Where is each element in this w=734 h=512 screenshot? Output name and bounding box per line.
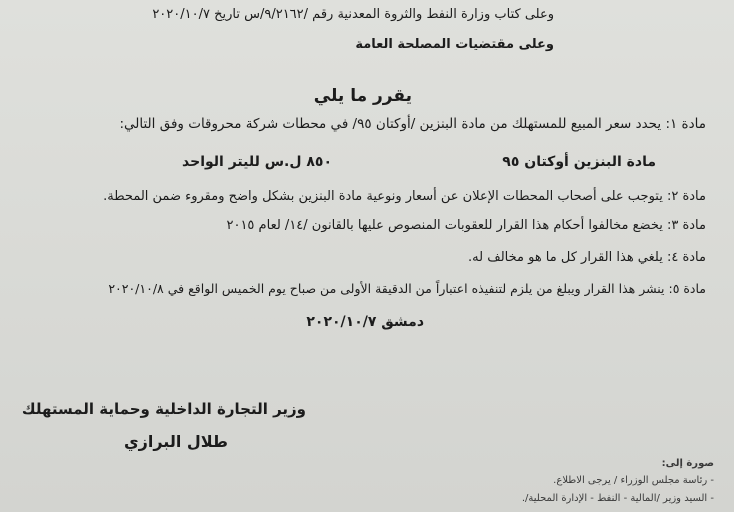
signature-title: وزير التجارة الداخلية وحماية المستهلك bbox=[21, 400, 306, 418]
header-reference-line: وعلى كتاب وزارة النفط والثروة المعدنية رقم /٩/٢١٦٢/س تاريخ ٢٠٢٠/١٠/٧ bbox=[152, 7, 554, 22]
place-date: دمشق ٢٠٢٠/١٠/٧ bbox=[306, 314, 424, 330]
fuel-price: ٨٥٠ ل.س لليتر الواحد bbox=[182, 154, 332, 170]
decision-title: يقرر ما يلي bbox=[313, 86, 412, 106]
copy-recipient-2: - السيد وزير /المالية - النفط - الإدارة المحلية/. bbox=[521, 493, 714, 504]
copies-heading: صورة إلى: bbox=[661, 458, 714, 469]
copy-recipient-1: - رئاسة مجلس الوزراء / يرجى الاطلاع. bbox=[553, 475, 714, 486]
article-5: مادة ٥: ينشر هذا القرار ويبلغ من يلزم لتنفيذه اعتباراً من الدقيقة الأولى من صباح يوم الخميس الواقع في ٢٠٢٠/١٠/٨ bbox=[108, 281, 706, 296]
article-2: مادة ٢: يتوجب على أصحاب المحطات الإعلان عن أسعار ونوعية مادة البنزين بشكل واضح ومقروء ضمن المحطة. bbox=[103, 189, 706, 204]
fuel-name: مادة البنزين أوكتان ٩٥ bbox=[502, 154, 656, 170]
signature-name: طلال البرازي bbox=[123, 432, 228, 451]
article-4: مادة ٤: يلغي هذا القرار كل ما هو مخالف له. bbox=[468, 250, 706, 265]
header-public-interest-line: وعلى مقتضيات المصلحة العامة bbox=[355, 37, 554, 52]
article-3: مادة ٣: يخضع مخالفوا أحكام هذا القرار للعقوبات المنصوص عليها بالقانون /١٤/ لعام ٢٠١٥ bbox=[226, 218, 706, 233]
article-1: مادة ١: يحدد سعر المبيع للمستهلك من مادة البنزين /أوكتان ٩٥/ في محطات شركة محروقات وفق التالي: bbox=[119, 116, 706, 132]
